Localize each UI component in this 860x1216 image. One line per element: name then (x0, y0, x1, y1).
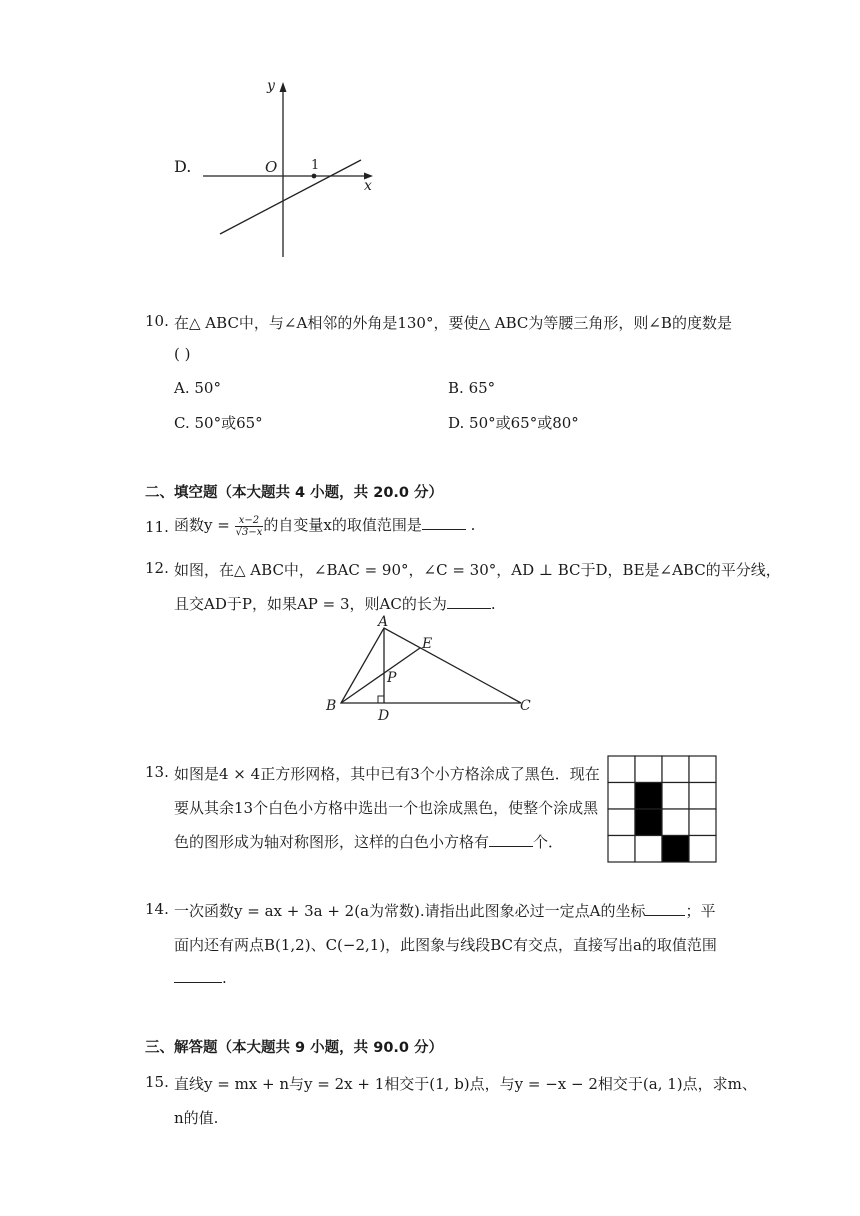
q11-number: 11. (145, 518, 169, 536)
grid-cell-white (689, 809, 716, 836)
section3-title: 三、解答题（本大题共 9 小题，共 90.0 分） (145, 1040, 444, 1056)
grid-cell-white (689, 756, 716, 783)
q10-number: 10. (145, 312, 169, 330)
q10-stem: 在△ ABC中，与∠A相邻的外角是130°，要使△ ABC为等腰三角形，则∠B的度数是 (174, 314, 732, 332)
label-c: C (520, 698, 531, 714)
q10-option-d: D. 50°或65°或80° (448, 414, 579, 432)
graph-line (220, 160, 361, 234)
grid-cell-white (662, 809, 689, 836)
grid-cell-black (635, 783, 662, 810)
q13-stem-line1: 如图是4 × 4正方形网格，其中已有3个小方格涂成了黑色．现在 (174, 765, 600, 783)
q15-stem-line1: 直线y = mx + n与y = 2x + 1相交于(1, b)点，与y = −x − 2相交于(a, 1)点，求m、 (174, 1075, 757, 1093)
q11-answer-blank[interactable] (422, 515, 466, 530)
q15-stem-line2: n的值. (174, 1109, 219, 1127)
grid-cell-white (608, 783, 635, 810)
grid-cell-white (608, 809, 635, 836)
q14-stem-line3: . (174, 968, 227, 987)
q13-answer-blank[interactable] (489, 832, 533, 847)
section2-title: 二、填空题（本大题共 4 小题，共 20.0 分） (145, 485, 444, 501)
q12-answer-blank[interactable] (447, 594, 491, 609)
q14-answer-blank-range[interactable] (174, 968, 222, 983)
y-axis-arrow (280, 82, 287, 92)
q14-number: 14. (145, 900, 169, 918)
label-d: D (378, 708, 390, 724)
q12-number: 12. (145, 559, 169, 577)
grid-cell-white (608, 756, 635, 783)
q11-fraction: $\frac{x-2}{√3-x}$ (235, 514, 263, 538)
grid-cell-white (635, 836, 662, 863)
origin-label: O (265, 158, 278, 176)
q10-answer-paren: ( ) (174, 345, 191, 363)
q12-stem-line1: 如图，在△ ABC中，∠BAC = 90°，∠C = 30°，AD ⊥ BC于D，BE是∠ABC的平分线， (174, 561, 781, 579)
grid-cell-white (689, 836, 716, 863)
label-a: A (378, 614, 389, 630)
bisector-be (341, 648, 420, 703)
x-axis-label: x (364, 178, 372, 194)
q9-option-d-graph (195, 72, 385, 262)
grid-cell-white (689, 783, 716, 810)
grid-cell-black (662, 836, 689, 863)
q14-stem-line2: 面内还有两点B(1,2)、C(−2,1)，此图象与线段BC有交点，直接写出a的取值范围 (174, 936, 717, 954)
label-b: B (326, 698, 337, 714)
right-angle-mark (378, 696, 384, 703)
y-axis-label: y (267, 78, 275, 94)
q10-option-b: B. 65° (448, 379, 496, 397)
q14-answer-blank-a[interactable] (645, 901, 685, 916)
label-e: E (422, 636, 433, 652)
q11-stem: 函数y = $\frac{x-2}{√3-x}$ 的自变量x的取值范围是 . (174, 514, 476, 538)
q9-option-d-label: D. (174, 157, 192, 176)
q12-triangle-figure (320, 612, 540, 724)
q13-grid-figure (606, 754, 718, 864)
q12-stem-line2: 且交AD于P，如果AP = 3，则AC的长为 . (174, 595, 496, 613)
tick-point (312, 174, 317, 179)
q14-stem-line1: 一次函数y = ax + 3a + 2(a为常数).请指出此图象必过一定点A的坐标 ；平 (174, 902, 716, 920)
q13-number: 13. (145, 763, 169, 781)
grid-cell-black (635, 809, 662, 836)
grid-cell-white (662, 783, 689, 810)
q10-option-a: A. 50° (174, 379, 221, 397)
q13-stem-line3: 色的图形成为轴对称图形，这样的白色小方格有 个． (174, 833, 564, 851)
grid-cell-white (662, 756, 689, 783)
q13-stem-line2: 要从其余13个白色小方格中选出一个也涂成黑色，使整个涂成黑 (174, 799, 599, 817)
q15-number: 15. (145, 1073, 169, 1091)
grid-cell-white (608, 836, 635, 863)
tick-label: 1 (311, 158, 320, 173)
grid-cell-white (635, 756, 662, 783)
q10-option-c: C. 50°或65° (174, 414, 263, 432)
label-p: P (387, 670, 397, 686)
